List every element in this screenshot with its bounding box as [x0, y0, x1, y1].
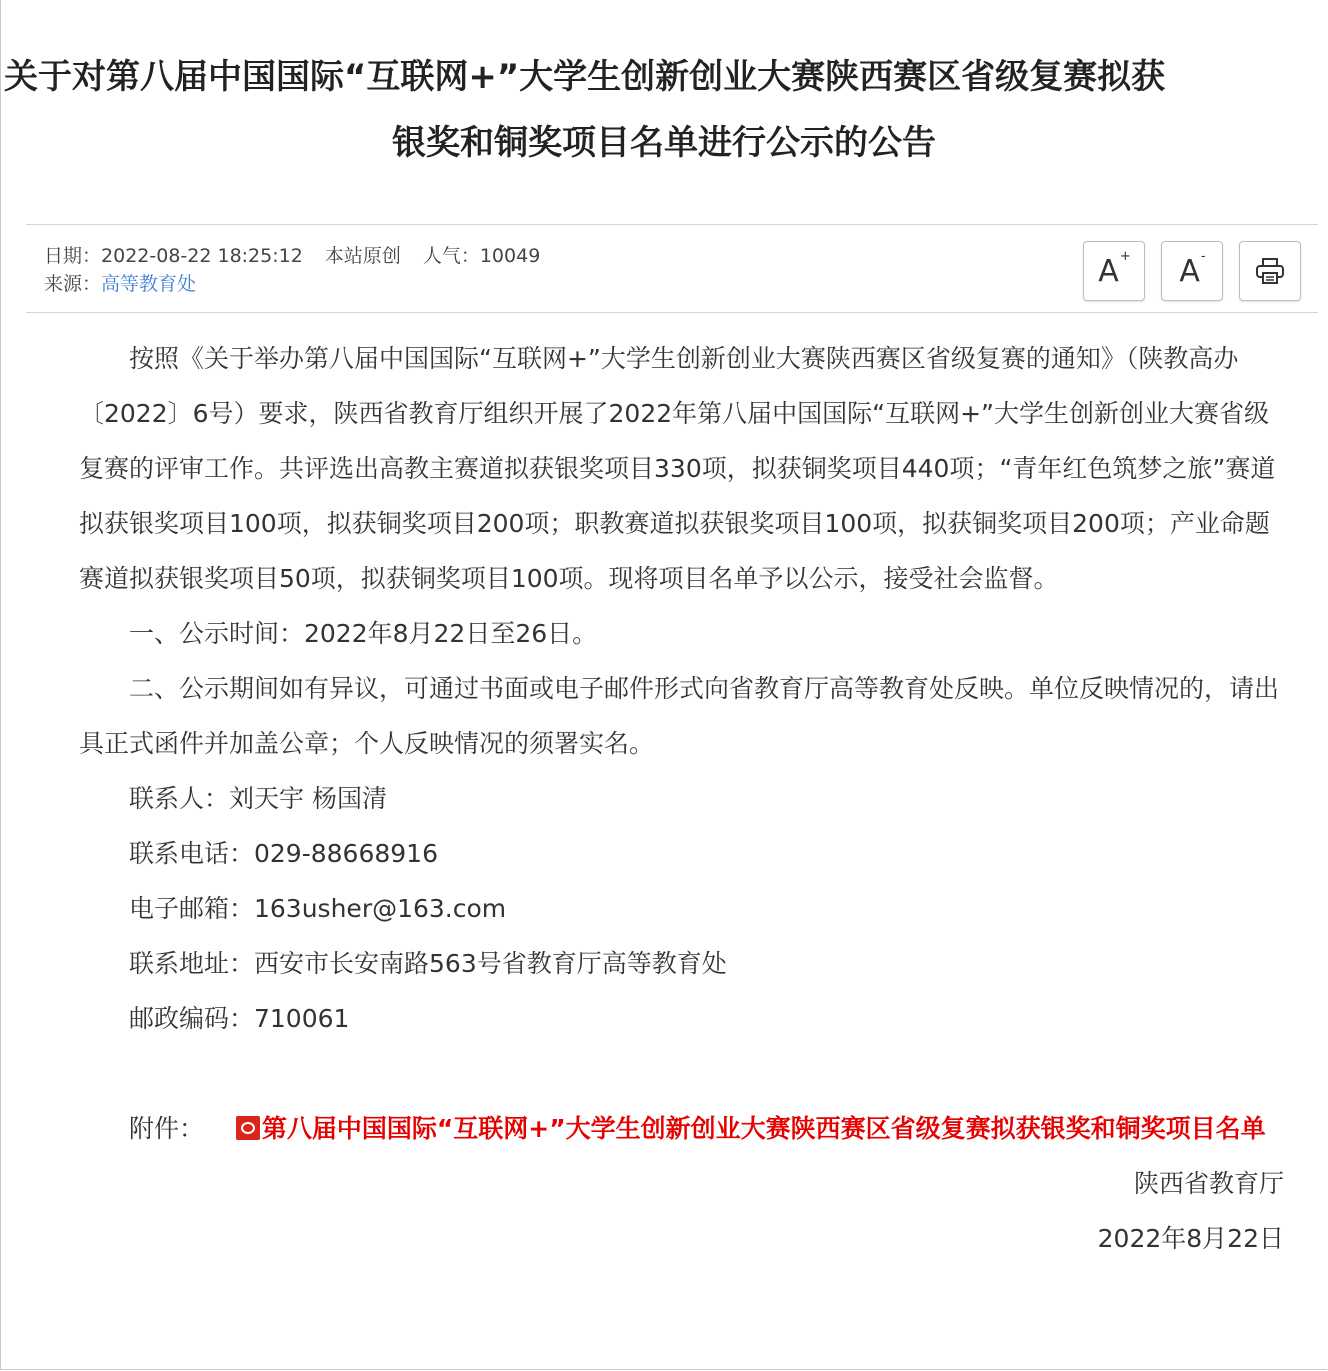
paragraph-objection: 二、公示期间如有异议，可通过书面或电子邮件形式向省教育厅高等教育处反映。单位反映情况的，请出具正式函件并加盖公章；个人反映情况的须署实名。 [79, 674, 1280, 758]
contact-email: 电子邮箱：163usher@163.com [129, 894, 507, 923]
paragraph-intro: 按照《关于举办第八届中国国际“互联网+”大学生创新创业大赛陕西赛区省级复赛的通知》（陕教高办〔2022〕6号）要求，陕西省教育厅组织开展了2022年第八届中国国际“互联网+”大学生创新创业大赛省级复赛的评审工作。共评选出高教主赛道拟获银奖项目330项，拟获铜奖项目440项；“青年红色筑梦之旅”赛道拟获银奖项目100项，拟获铜奖项目200项；职教赛道拟获银奖项目100项，拟获铜奖项目200项；产业命题赛道拟获银奖项目50项，拟获铜奖项目100项。现将项目名单予以公示，接受社会监督。 [79, 344, 1276, 593]
divider-top [26, 224, 1318, 225]
signature-date: 2022年8月22日 [1097, 1224, 1284, 1253]
title-line-2: 银奖和铜奖项目名单进行公示的公告 [392, 123, 936, 163]
attachment-link[interactable]: 第八届中国国际“互联网+”大学生创新创业大赛陕西赛区省级复赛拟获银奖和铜奖项目名单 [261, 1114, 1266, 1143]
page-title [0, 44, 1328, 176]
font-increase-button[interactable] [1083, 241, 1145, 301]
source-link[interactable]: 高等教育处 [101, 273, 197, 295]
meta-line-1 [44, 242, 540, 270]
source-label: 来源： [44, 273, 102, 295]
font-decrease-icon: A- [1179, 248, 1206, 289]
printer-icon [1254, 256, 1286, 286]
attachment-row [79, 1101, 1284, 1156]
original-label: 本站原创 [324, 245, 401, 267]
blank-line [79, 1046, 1284, 1101]
paragraph-period: 一、公示时间：2022年8月22日至26日。 [129, 619, 598, 648]
font-increase-icon: A+ [1098, 248, 1131, 289]
attachment-label: 附件： [129, 1114, 205, 1143]
date-value: 2022-08-22 18:25:12 [101, 245, 303, 267]
title-line-1: 关于对第八届中国国际“互联网+”大学生创新创业大赛陕西赛区省级复赛拟获 [4, 57, 1166, 97]
article-body [79, 331, 1284, 1266]
signature-org: 陕西省教育厅 [1133, 1169, 1284, 1198]
article-tools [1083, 241, 1301, 301]
views-value: 10049 [479, 245, 541, 267]
pdf-icon [236, 1116, 260, 1140]
print-button[interactable] [1239, 241, 1301, 301]
meta-line-2 [44, 270, 540, 298]
contact-address: 联系地址：西安市长安南路563号省教育厅高等教育处 [129, 949, 727, 978]
divider-bottom [26, 312, 1318, 313]
postal-code: 邮政编码：710061 [129, 1004, 350, 1033]
contact-phone: 联系电话：029-88668916 [129, 839, 438, 868]
article-meta [44, 242, 540, 298]
font-decrease-button[interactable] [1161, 241, 1223, 301]
date-label: 日期： [44, 245, 102, 267]
contact-person: 联系人：刘天宇 杨国清 [129, 784, 387, 813]
views-label: 人气： [422, 245, 480, 267]
